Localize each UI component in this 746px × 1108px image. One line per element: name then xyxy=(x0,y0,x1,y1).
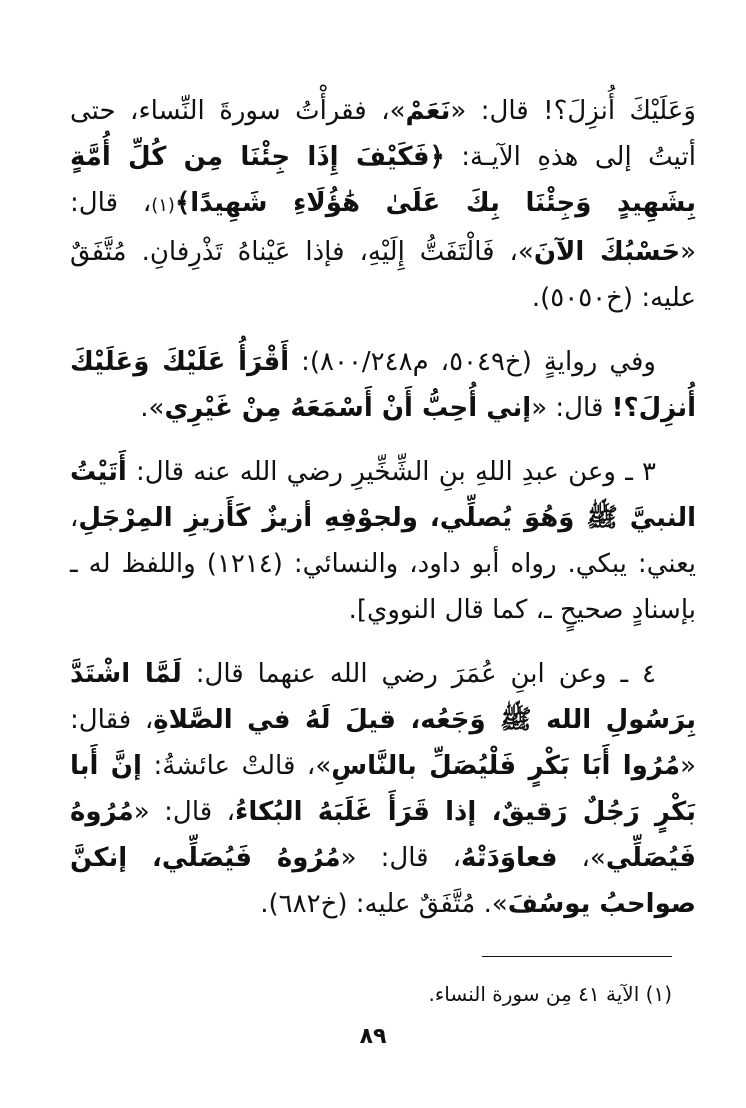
bold-text: مُرُوهُ فَيُصَلِّي، إنكنَّ صواحبُ يوسُفَ xyxy=(70,843,696,919)
text-segment: »، قالتْ عائشةُ: xyxy=(141,751,332,781)
text-segment: قال: « xyxy=(531,393,612,423)
bold-text: ﴿فَكَيْفَ إِذَا جِئْنَا مِن كُلِّ أُمَّةٍ بِشَهِيدٍ وَجِئْنَا بِكَ عَلَىٰ هَٰؤُلَاءِ شَهِيدًا﴾ xyxy=(70,142,696,218)
footnote-divider xyxy=(482,956,672,957)
bold-text: لَمَّا اشْتَدَّ بِرَسُولِ الله ﷺ وَجَعُه، قيلَ لَهُ في الصَّلاةِ xyxy=(70,659,697,735)
text-segment: ». xyxy=(140,393,165,423)
text-segment: ». مُتَّفَقٌ عليه: (خ٦٨٢). xyxy=(260,889,508,919)
text-segment: ، يعني: يبكي. رواه أبو داود، والنسائي: (١٢١٤) واللفظ له ـ بإسنادٍ صحيحٍ ـ، كما قال النووي]. xyxy=(70,503,696,625)
bold-text: فعاوَدَتْهُ xyxy=(460,843,558,873)
bold-text: إني أُحِبُّ أَنْ أَسْمَعَهُ مِنْ غَيْرِي xyxy=(164,393,532,423)
text-segment: ، قال: « xyxy=(70,188,696,267)
page-body xyxy=(70,88,696,945)
bold-text: مُرُوهُ فَيُصَلِّي xyxy=(70,797,696,873)
paragraph-2 xyxy=(70,339,696,431)
text-segment: ، قال: « xyxy=(133,797,236,827)
text-segment: وَعَلَيْكَ أُنزِلَ؟! قال: « xyxy=(450,96,696,126)
text-segment: ٣ ـ وعن عبدِ اللهِ بنِ الشِّخِّيرِ رضي الله عنه قال: xyxy=(126,457,656,487)
page-number: ٨٩ xyxy=(359,1024,387,1049)
text-segment: ، فقال: « xyxy=(70,705,696,781)
text-segment: ، قال: « xyxy=(340,843,461,873)
bold-text: نَعَمْ xyxy=(405,96,451,126)
text-segment: ٤ ـ وعن ابنِ عُمَرَ رضي الله عنهما قال: xyxy=(181,659,656,689)
bold-text: حَسْبُكَ الآنَ xyxy=(533,237,681,267)
text-segment: »، xyxy=(557,843,606,873)
bold-text: مُرُوا أَبَا بَكْرٍ فَلْيُصَلِّ بالنَّاسِ xyxy=(331,751,681,781)
text-segment: »، فَالْتَفَتُّ إِلَيْهِ، فإذا عَيْناهُ تَذْرِفانِ. مُتَّفَقٌ عليه: (خ٥٠٥٠). xyxy=(70,237,696,313)
text-segment: وفي روايةٍ (خ٥٠٤٩، م٨٠٠/٢٤٨): xyxy=(289,347,656,377)
bold-text: أَتَيْتُ النبيَّ ﷺ وَهُوَ يُصلِّي، ولجوْفِهِ أزيزٌ كَأَزيزِ المِرْجَلِ xyxy=(70,457,696,533)
paragraph-3 xyxy=(70,449,696,633)
footnote-ref: (١) xyxy=(151,195,175,216)
footnote: (١) الآية ٤١ مِن سورة النساء. xyxy=(428,982,672,1006)
text-segment: »، فقرأْتُ سورةَ النِّساء، حتى أتيتُ إلى هذهِ الآيـة: xyxy=(70,96,696,172)
paragraph-4 xyxy=(70,651,696,927)
bold-text: أَقْرَأُ عَلَيْكَ وَعَلَيْكَ أُنزِلَ؟! xyxy=(70,347,696,423)
bold-text: إنَّ أَبا بَكْرٍ رَجُلٌ رَقيقٌ، إذا قَرَأَ غَلَبَهُ البُكاءُ xyxy=(70,751,696,827)
paragraph-1 xyxy=(70,88,696,321)
